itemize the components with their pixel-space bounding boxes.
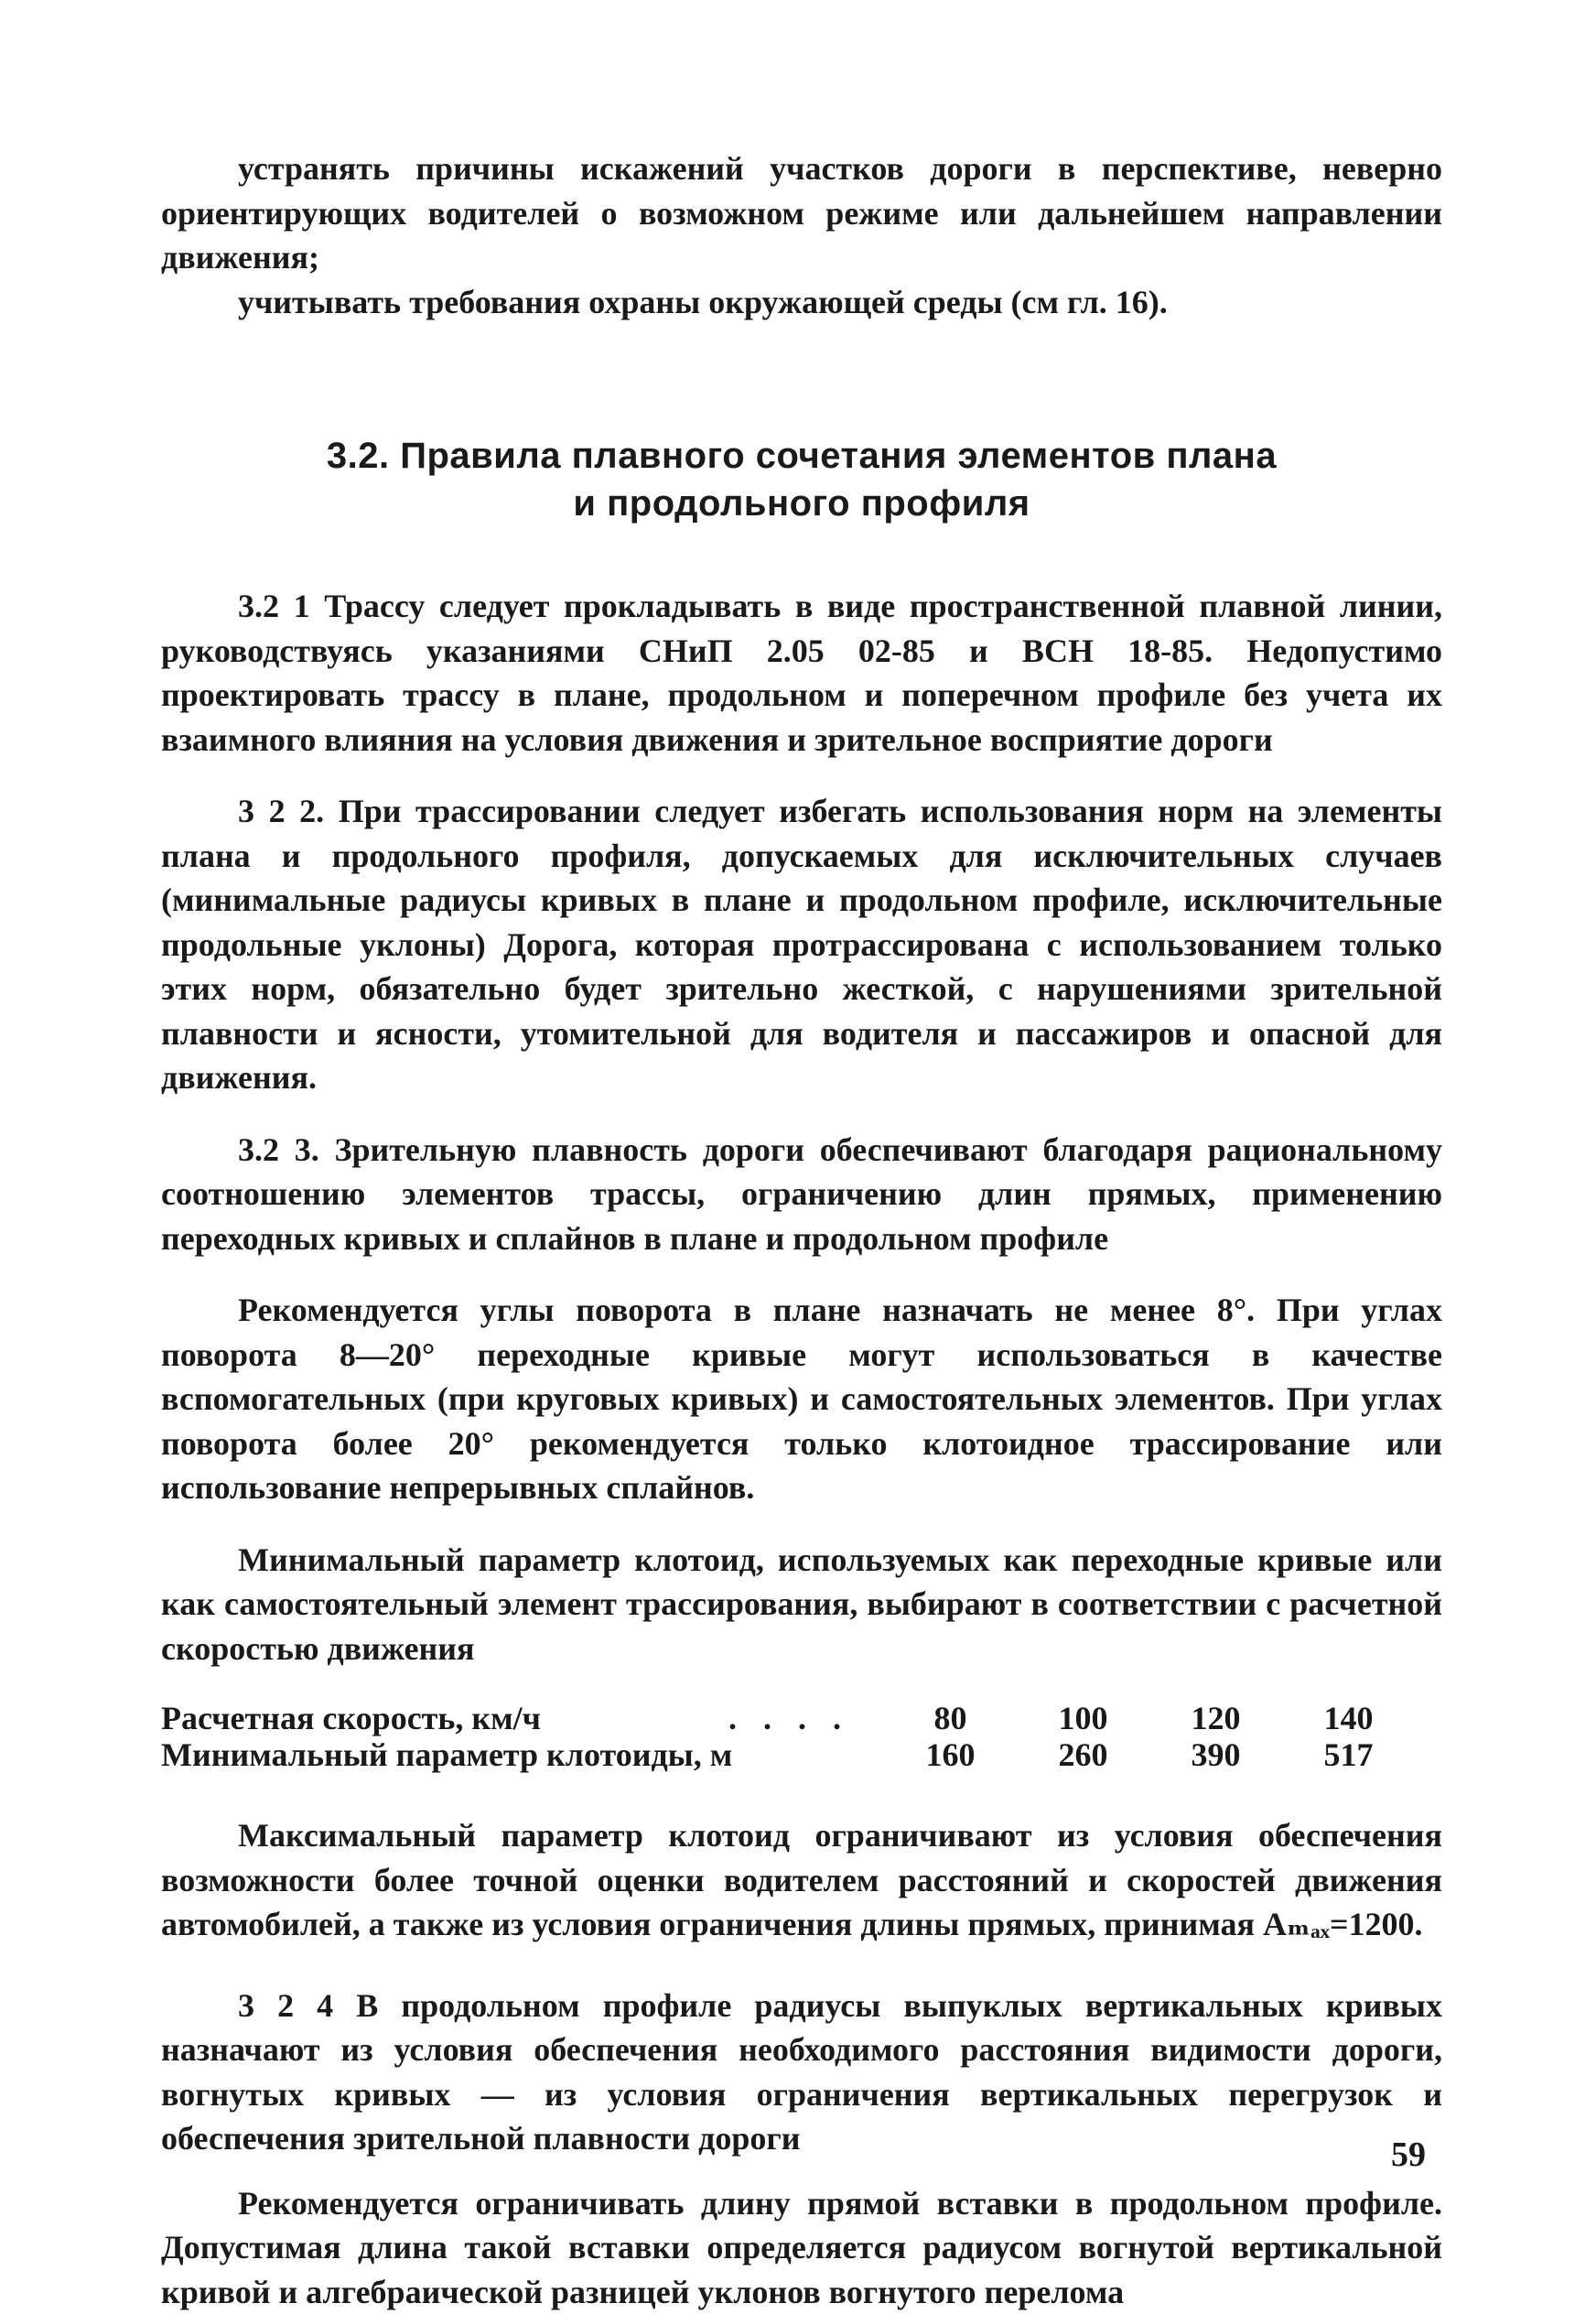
- section-heading-line-1: 3.2. Правила плавного сочетания элементов плана: [161, 432, 1442, 480]
- paragraph-straight-insert: Рекомендуется ограничивать длину прямой вставки в продольном профиле. Допустимая длина такой вставки определяется радиусом вогнутой вертикальной кривой и алгебраической разницей уклонов вогнутого перелома: [161, 2181, 1442, 2314]
- table-cell-label: Минимальный параметр клотоиды, м: [161, 1736, 884, 1773]
- table-cell: 120: [1149, 1700, 1282, 1736]
- paragraph-3-2-3: 3.2 3. Зрительную плавность дороги обеспечивают благодаря рациональному соотношению элементов трассы, ограничению длин прямых, применению переходных кривых и сплайнов в плане и продольном профиле: [161, 1128, 1442, 1261]
- section-heading-line-2: и продольного профиля: [161, 480, 1442, 527]
- table-cell: 80: [884, 1700, 1017, 1736]
- continuation-paragraph-1: устранять причины искажений участков дороги в перспективе, неверно ориентирующих водителей о возможном режиме или дальнейшем направлении движения;: [161, 146, 1442, 280]
- table-row: [161, 1736, 1415, 1773]
- table-cell: 390: [1149, 1736, 1282, 1773]
- paragraph-turn-angles: Рекомендуется углы поворота в плане назначать не менее 8°. При углах поворота 8—20° переходные кривые могут использоваться в качестве вспомогательных (при круговых кривых) и самостоятельных элементов. При углах поворота более 20° рекомендуется только клотоидное трассирование или использование непрерывных сплайнов.: [161, 1288, 1442, 1510]
- table-cell: 100: [1017, 1700, 1149, 1736]
- paragraph-min-clothoid: Минимальный параметр клотоид, используемых как переходные кривые или как самостоятельный элемент трассирования, выбирают в соответствии с расчетной скоростью движения: [161, 1538, 1442, 1671]
- table-cell: 140: [1282, 1700, 1415, 1736]
- table-row: [161, 1700, 1415, 1736]
- page-number: 59: [1391, 2135, 1426, 2175]
- paragraph-3-2-2: 3 2 2. При трассировании следует избегать использования норм на элементы плана и продольного профиля, допускаемых для исключительных случаев (минимальные радиусы кривых в плане и продольном профиле, исключительные продольные уклоны) Дорога, которая протрассирована с использованием только этих норм, обязательно будет зрительно жесткой, с нарушениями зрительной плавности и ясности, утомительной для водителя и пассажиров и опасной для движения.: [161, 789, 1442, 1100]
- paragraph-3-2-4: 3 2 4 В продольном профиле радиусы выпуклых вертикальных кривых назначают из условия обеспечения необходимого расстояния видимости дороги, вогнутых кривых — из условия ограничения вертикальных перегрузок и обеспечения зрительной плавности дороги: [161, 1984, 1442, 2161]
- table-cell-dots: . . . .: [728, 1700, 884, 1736]
- table-cell: 517: [1282, 1736, 1415, 1773]
- document-page: [161, 146, 1442, 2314]
- continuation-paragraph-2: учитывать требования охраны окружающей среды (см гл. 16).: [161, 280, 1442, 325]
- paragraph-3-2-1: 3.2 1 Трассу следует прокладывать в виде пространственной плавной линии, руководствуясь указаниями СНиП 2.05 02-85 и ВСН 18-85. Недопустимо проектировать трассу в плане, продольном и поперечном профиле без учета их взаимного влияния на условия движения и зрительное восприятие дороги: [161, 584, 1442, 762]
- table-cell: 160: [884, 1736, 1017, 1773]
- speed-parameter-table: [161, 1700, 1415, 1773]
- table-cell: 260: [1017, 1736, 1149, 1773]
- section-heading: [161, 432, 1442, 527]
- table-cell-label: Расчетная скорость, км/ч: [161, 1700, 728, 1736]
- paragraph-max-clothoid: Максимальный параметр клотоид ограничивают из условия обеспечения возможности более точной оценки водителем расстояний и скоростей движения автомобилей, а также из условия ограничения длины прямых, принимая Aₘₐₓ=1200.: [161, 1813, 1442, 1947]
